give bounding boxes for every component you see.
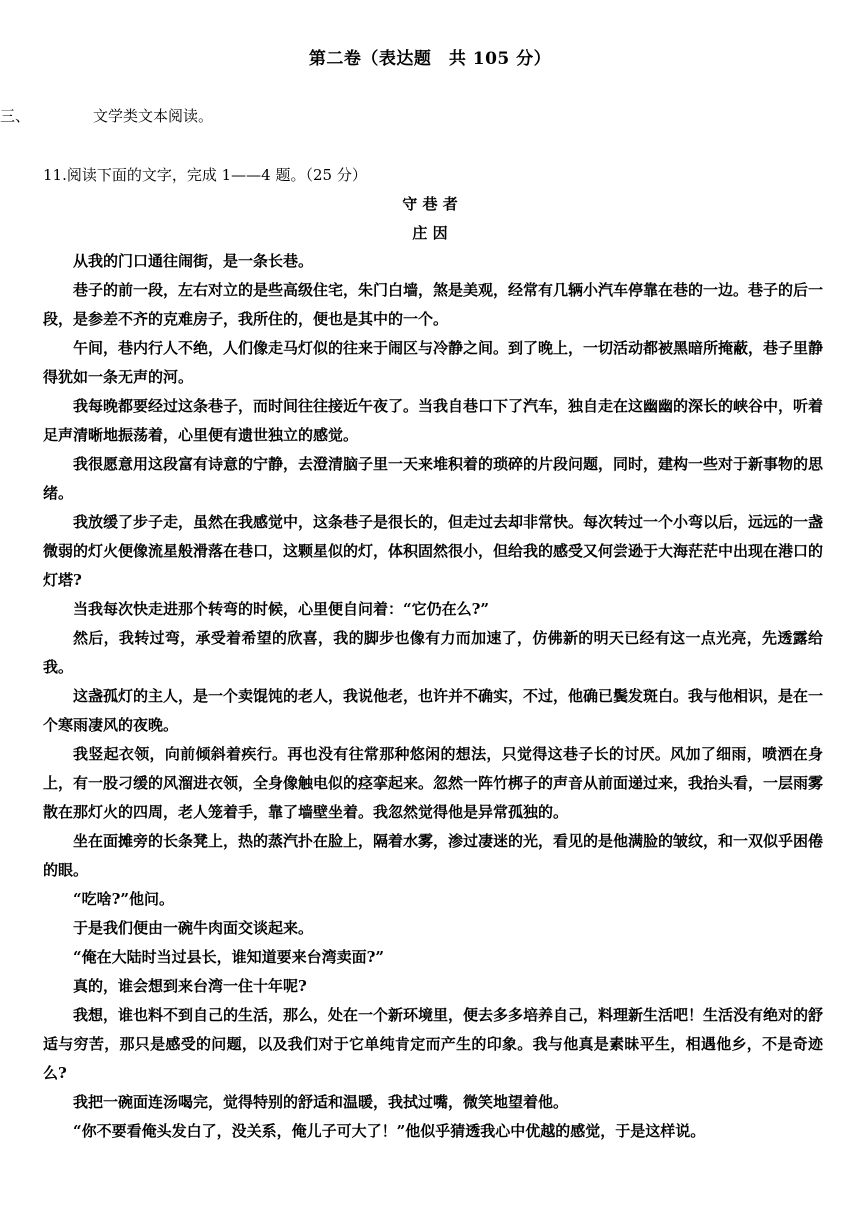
- section-number: 三、: [0, 107, 31, 125]
- story-author: 庄 因: [412, 224, 448, 242]
- paragraph: 巷子的前一段，左右对立的是些高级住宅，朱门白墙，煞是美观，经常有几辆小汽车停靠在巷的一边。巷子的后一段，是参差不齐的克难房子，我所住的，便也是其中的一个。: [43, 281, 824, 328]
- section-title: 文学类文本阅读。: [93, 107, 214, 125]
- paragraph: “吃啥?”他问。: [73, 890, 175, 908]
- paragraph: 我想，谁也料不到自己的生活，那么，处在一个新环境里，便去多多培养自己，料理新生活吧！生活没有绝对的舒适与穷苦，那只是感受的问题，以及我们对于它单纯肯定而产生的印象。我与他真是素昧平生，相遇他乡，不是奇迹么?: [43, 1006, 824, 1082]
- paragraph: 当我每次快走进那个转弯的时候，心里便自问着：“它仍在么?”: [73, 600, 490, 618]
- paragraph: 我每晚都要经过这条巷子，而时间往往接近午夜了。当我自巷口下了汽车，独自走在这幽幽的深长的峡谷中，听着足声清晰地振荡着，心里便有遗世独立的感觉。: [43, 397, 824, 444]
- paragraph: 我把一碗面连汤喝完，觉得特别的舒适和温暖，我拭过嘴，微笑地望着他。: [73, 1093, 569, 1111]
- question-heading: 11.阅读下面的文字，完成 1——4 题。（25 分）: [43, 166, 367, 184]
- story-body: [43, 247, 823, 1146]
- paragraph: 我很愿意用这段富有诗意的宁静，去澄清脑子里一天来堆积着的琐碎的片段问题，同时，建构一些对于新事物的思绪。: [43, 455, 824, 502]
- paragraph: “你不要看俺头发白了，没关系，俺儿子可大了！”他似乎猜透我心中优越的感觉，于是这样说。: [73, 1122, 706, 1140]
- paragraph: 从我的门口通往闹街，是一条长巷。: [73, 252, 314, 270]
- paragraph: 真的，谁会想到来台湾一住十年呢?: [73, 977, 307, 995]
- paragraph: 我竖起衣领，向前倾斜着疾行。再也没有往常那种悠闲的想法，只觉得这巷子长的讨厌。风加了细雨，喷洒在身上，有一股刁缓的风溜进衣领，全身像触电似的痉挛起来。忽然一阵竹梆子的声音从前面递过来，我抬头看，一层雨雾散在那灯火的四周，老人笼着手，靠了墙壁坐着。我忽然觉得他是异常孤独的。: [43, 745, 824, 821]
- paragraph: 午间，巷内行人不绝，人们像走马灯似的往来于闹区与冷静之间。到了晚上，一切活动都被黑暗所掩蔽，巷子里静得犹如一条无声的河。: [43, 339, 824, 386]
- exam-part-title: 第二卷（表达题 共 105 分）: [308, 49, 552, 69]
- paragraph: 坐在面摊旁的长条凳上，热的蒸汽扑在脸上，隔着水雾，渗过凄迷的光，看见的是他满脸的皱纹，和一双似乎困倦的眼。: [43, 832, 824, 879]
- paragraph: 这盏孤灯的主人，是一个卖馄饨的老人，我说他老，也许并不确实，不过，他确已鬓发斑白。我与他相识，是在一个寒雨凄风的夜晚。: [43, 687, 824, 734]
- paragraph: 然后，我转过弯，承受着希望的欣喜，我的脚步也像有力而加速了，仿佛新的明天已经有这一点光亮，先透露给我。: [43, 629, 823, 676]
- paragraph: 我放缓了步子走，虽然在我感觉中，这条巷子是很长的，但走过去却非常快。每次转过一个小弯以后，远远的一盏微弱的灯火便像流星般滑落在巷口，这颗星似的灯，体积固然很小，但给我的感受又何尝逊于大海茫茫中出现在港口的灯塔?: [43, 513, 824, 589]
- paragraph: 于是我们便由一碗牛肉面交谈起来。: [73, 919, 314, 937]
- story-title: 守 巷 者: [402, 195, 458, 213]
- paragraph: “俺在大陆时当过县长，谁知道要来台湾卖面?”: [73, 948, 385, 966]
